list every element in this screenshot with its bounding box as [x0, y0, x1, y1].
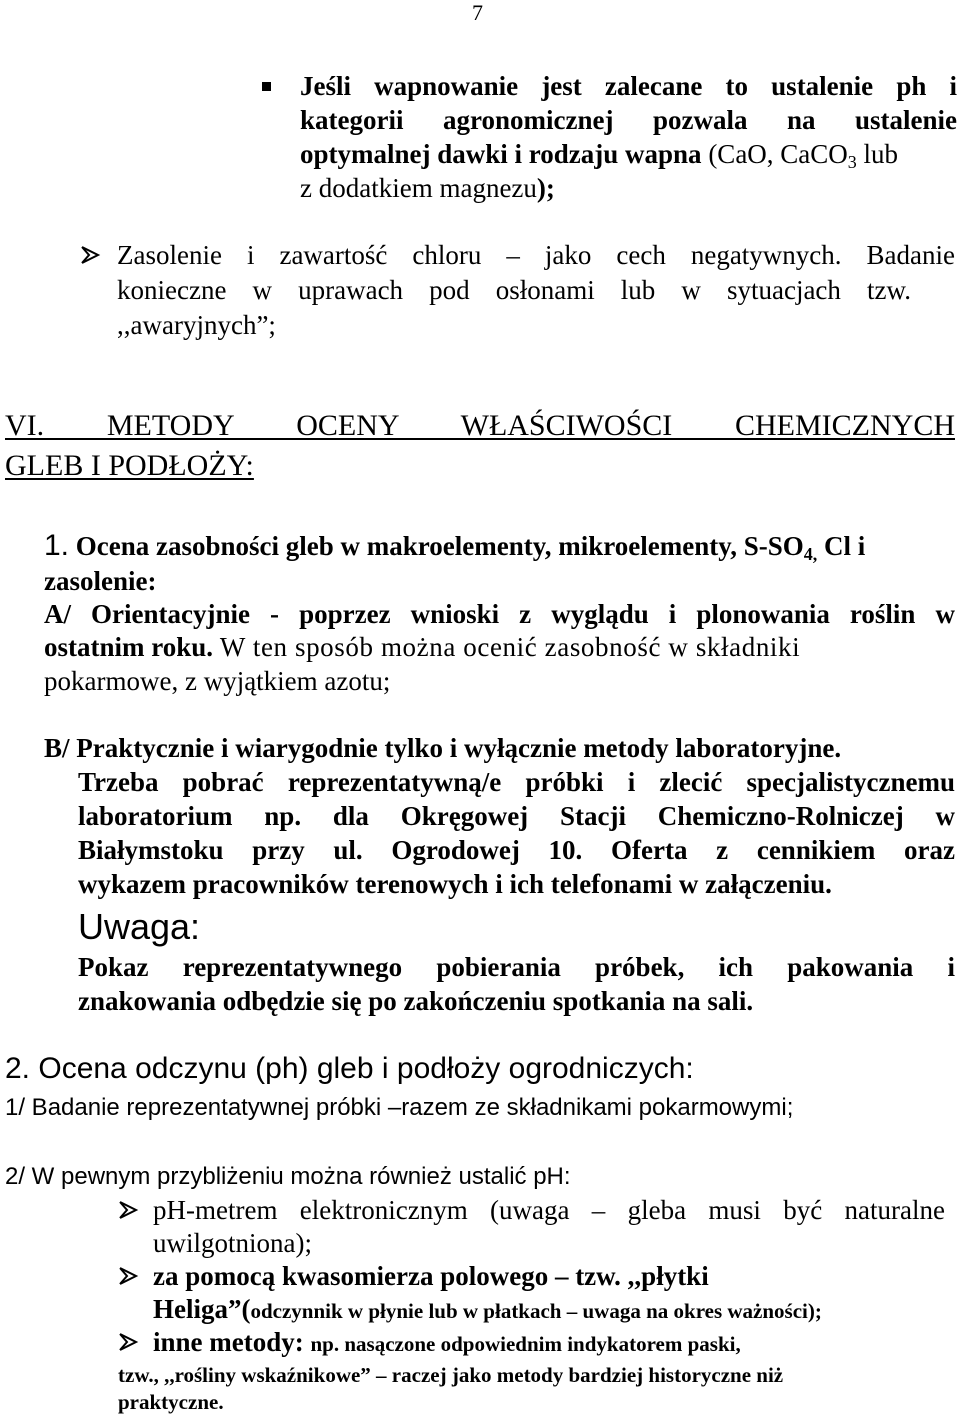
item2-b1-line1: pH-metrem elektronicznym (uwaga – gleba musi być naturalne [153, 1195, 945, 1225]
item1-b-line1: B/ Praktycznie i wiarygodnie tylko i wyłącznie metody laboratoryjne. [44, 733, 842, 763]
arrow-bullet-icon [80, 245, 102, 265]
bullet1-line1: Jeśli wapnowanie jest zalecane to ustalenie ph i [300, 71, 957, 101]
square-bullet-icon [262, 82, 271, 91]
item2-b3-line1: inne metody: np. nasączone odpowiednim indykatorem paski, [153, 1327, 741, 1357]
uwaga-label: Uwaga: [78, 906, 201, 947]
uwaga-line2: znakowania odbędzie się po zakończeniu spotkania na sali. [78, 986, 754, 1016]
item2-sub1: 1/ Badanie reprezentatywnej próbki –razem ze składnikami pokarmowymi; [5, 1094, 794, 1121]
arrow-bullet-icon [118, 1266, 140, 1286]
item2-b2-line1: za pomocą kwasomierza polowego – tzw. ,,płytki [153, 1261, 709, 1291]
item1-a-line3: pokarmowe, z wyjątkiem azotu; [44, 666, 391, 696]
item1-line2: zasolenie: [44, 566, 157, 596]
item2-b3-line3: praktyczne. [118, 1390, 224, 1414]
item2-b2-line2: Heliga”(odczynnik w płynie lub w płatkach – uwaga na okres ważności); [153, 1294, 822, 1324]
item1-b-line3: laboratorium np. dla Okręgowej Stacji Chemiczno-Rolniczej w [78, 801, 955, 831]
heading-vi-line1: VI. METODY OCENY WŁAŚCIWOŚCI CHEMICZNYCH [5, 409, 955, 442]
item1-a-line2: ostatnim roku. W ten sposób można ocenić zasobność w składniki [44, 632, 801, 662]
item1-b-line2: Trzeba pobrać reprezentatywną/e próbki i zlecić specjalistycznemu [78, 767, 955, 797]
item2-heading: 2. Ocena odczynu (ph) gleb i podłoży ogrodniczych: [5, 1052, 694, 1085]
bullet1-line2: kategorii agronomicznej pozwala na ustalenie [300, 105, 957, 135]
arrow-bullet-icon [118, 1332, 140, 1352]
bullet2-line1: Zasolenie i zawartość chloru – jako cech negatywnych. Badanie [117, 240, 955, 270]
item1-b-line5: wykazem pracowników terenowych i ich telefonami w załączeniu. [78, 869, 832, 899]
item2-b3-line2: tzw., ,,rośliny wskaźnikowe” – raczej jako metody bardziej historyczne niż [118, 1363, 784, 1387]
item1-line1: 1. Ocena zasobności gleb w makroelementy, mikroelementy, $S-SO_{4,}$ Cl i [44, 529, 866, 564]
uwaga-line1: Pokaz reprezentatywnego pobierania próbek, ich pakowania i [78, 952, 955, 982]
item2-sub2: 2/ W pewnym przybliżeniu można również ustalić pH: [5, 1163, 571, 1190]
item1-a-line1: A/ Orientacyjnie - poprzez wnioski z wyglądu i plonowania roślin w [44, 599, 955, 629]
item2-b1-line2: uwilgotniona); [153, 1228, 312, 1258]
bullet2-line2: konieczne w uprawach pod osłonami lub w sytuacjach tzw. [117, 275, 911, 305]
heading-vi-line2: GLEB I PODŁOŻY: [5, 449, 254, 482]
bullet2-line3: ,,awaryjnych”; [117, 310, 276, 340]
bullet1-line4: z dodatkiem magnezu); [300, 173, 555, 203]
arrow-bullet-icon [118, 1200, 140, 1220]
item1-b-line4: Białymstoku przy ul. Ogrodowej 10. Oferta z cennikiem oraz [78, 835, 955, 865]
bullet1-line3: optymalnej dawki i rodzaju wapna (CaO, CaCO$_3$ lub [300, 139, 899, 172]
page-number: 7 [472, 0, 483, 25]
